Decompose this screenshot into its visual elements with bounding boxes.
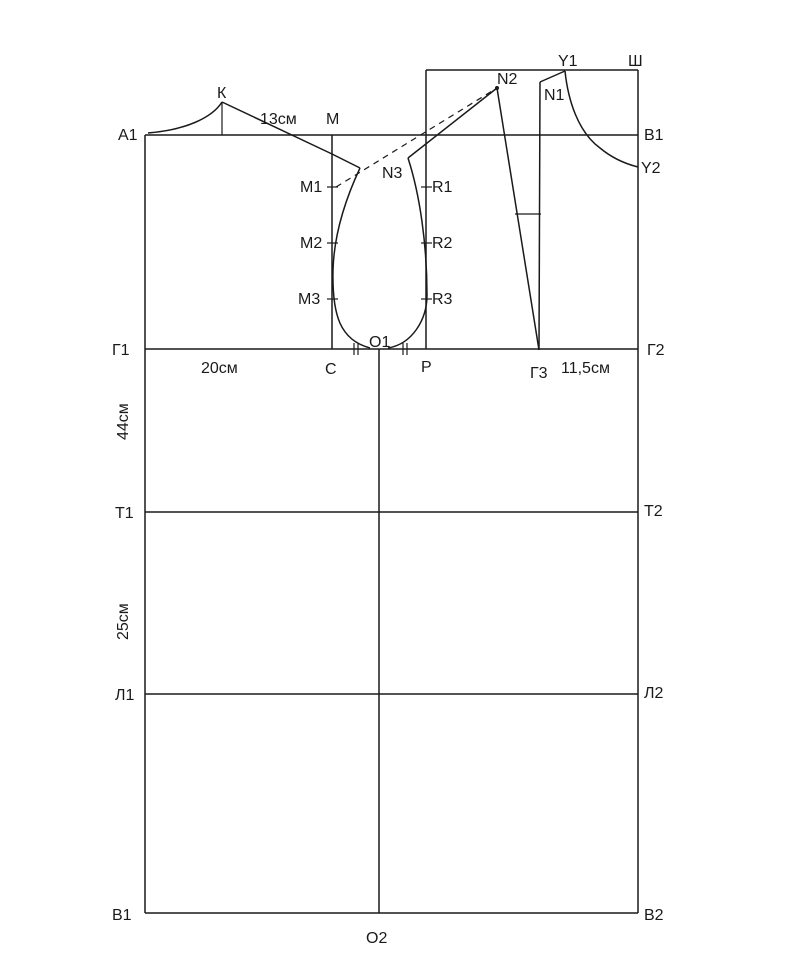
measure-shoulder: 13см	[260, 111, 297, 128]
label-r3: R3	[432, 291, 453, 308]
label-t1: Т1	[115, 505, 134, 522]
label-b2: В2	[644, 907, 664, 924]
label-g2: Г2	[647, 342, 665, 359]
back-neckline-curve	[148, 102, 222, 133]
label-n3: N3	[382, 165, 403, 182]
label-p: Р	[421, 359, 432, 376]
label-m: М	[326, 111, 340, 128]
label-l1: Л1	[115, 687, 135, 704]
back-shoulder-line	[222, 102, 332, 154]
label-m1: M1	[300, 179, 323, 196]
dashed-shoulder-guide	[336, 88, 497, 187]
label-o1: О1	[369, 334, 391, 351]
front-neckline-curve	[565, 71, 638, 167]
label-b1-bottom: В1	[112, 907, 132, 924]
label-k: К	[217, 85, 227, 102]
point-labels	[112, 53, 665, 947]
front-shoulder-line	[408, 88, 497, 158]
label-sh: Ш	[628, 53, 643, 70]
label-n2: N2	[497, 71, 518, 88]
label-g1: Г1	[112, 342, 130, 359]
measure-back-length: 44см	[115, 403, 132, 440]
label-m2: M2	[300, 235, 323, 252]
label-b1-top: B1	[644, 127, 664, 144]
measure-waist-hip: 25см	[115, 603, 132, 640]
label-y2: Y2	[641, 160, 661, 177]
measure-front-width: 11,5см	[561, 360, 610, 377]
label-r1: R1	[432, 179, 453, 196]
n1-shoulder-segment	[540, 71, 565, 82]
label-c: С	[325, 361, 337, 378]
label-m3: M3	[298, 291, 321, 308]
label-o2: О2	[366, 930, 388, 947]
label-y1: Y1	[558, 53, 578, 70]
measure-back-width: 20см	[201, 360, 238, 377]
label-r2: R2	[432, 235, 453, 252]
dart-right-leg	[539, 82, 540, 350]
label-n1: N1	[544, 87, 565, 104]
label-a1: A1	[118, 127, 138, 144]
dart-left-leg	[497, 88, 539, 350]
shoulder-extension	[332, 154, 360, 168]
tick-marks	[327, 86, 499, 355]
label-t2: Т2	[644, 503, 663, 520]
label-g3: Г3	[530, 365, 548, 382]
back-armhole-curve	[333, 168, 370, 348]
label-l2: Л2	[644, 685, 664, 702]
construction-lines	[145, 70, 638, 913]
